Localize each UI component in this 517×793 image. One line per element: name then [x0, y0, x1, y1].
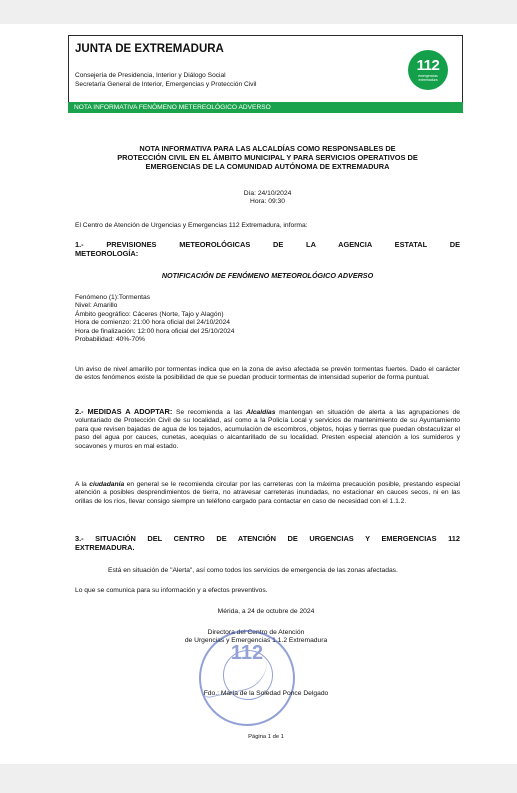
page-footer: Página 1 de 1 [248, 734, 284, 740]
header-box [68, 35, 463, 112]
title-line-2: PROTECCIÓN CIVIL EN EL ÁMBITO MUNICIPAL Y PARA SERVICIOS OPERATIVOS DE [117, 153, 418, 162]
section-2-text-a: Se recomienda a las [172, 409, 247, 416]
detail-area: Ámbito geográfico: Cáceres (Norte, Tajo y Alagón) [75, 310, 224, 318]
title-line-1: NOTA INFORMATIVA PARA LAS ALCALDÍAS COMO RESPONSABLES DE [139, 144, 396, 153]
closing-line: Lo que se comunica para su información y a efectos preventivos. [75, 587, 268, 594]
place-date: Mérida, a 24 de octubre de 2024 [217, 608, 315, 615]
detail-phenomenon: Fenómeno (1):Tormentas [75, 294, 151, 301]
detail-start: Hora de comienzo: 21:00 hora oficial del 24/10/2024 [75, 319, 231, 327]
section-3-text: Está en situación de "Alerta", así como todos los servicios de emergencia de las zonas afectadas. [108, 567, 398, 574]
logo-sub-1: emergencias [418, 74, 438, 78]
section-3-heading-line-1: 3.- SITUACIÓN DEL CENTRO DE ATENCIÓN DE URGENCIAS Y EMERGENCIAS 112 [75, 534, 460, 543]
document-title [75, 144, 460, 171]
detail-probability: Probabilidad: 40%-70% [75, 336, 145, 344]
emergencias-112-logo [408, 50, 448, 90]
section-3-heading [75, 534, 460, 552]
detail-end: Hora de finalización: 12:00 hora oficial del 25/10/2024 [75, 327, 235, 335]
section-2-heading: 2.- MEDIDAS A ADOPTAR: [75, 407, 173, 416]
section-1-heading-line-1: 1.- PREVISIONES METEOROLÓGICAS DE LA AGENCIA ESTATAL DE [75, 240, 460, 249]
signer-title-line-2: de Urgencias y Emergencias 1.1.2 Extremadura [184, 637, 328, 645]
citizen-text-a: A la [75, 481, 90, 488]
section-2-text-b: mantengan en situación de alerta a las agrupaciones de voluntariado de Protección Civil de su localidad, así como a la Policía Local y servicios de mantenimiento de su Ayuntamiento para que revisen bajadas de agua de los tejados, acumulación de escombros, objetos, hojas y tierras que puedan obstaculizar el paso del agua por cauces, cunetas, acequias o alcantarillado de su localidad. Presten especial atención a los sumideros y socavones y muros en mal estado. [75, 409, 460, 450]
phenomenon-details [75, 294, 460, 344]
section-1-heading [75, 240, 460, 258]
citizen-text-b: en general se le recomienda circular por las carreteras con la máxima precaución posible, prestando especial atención a posibles desprendimientos de tierra, no atravesar carreteras inundadas, no estacionar en cauces secos, ni en las orillas de los ríos, llevar consigo siempre un teléfono cargado para contactar en caso de necesidad con el 1.1.2. [75, 481, 461, 505]
header-band: NOTA INFORMATIVA FENÓMENO METEREOLÓGICO ADVERSO [68, 102, 463, 113]
citizen-paragraph [75, 481, 460, 506]
logo-sub-2: extremadura [418, 78, 438, 82]
ciudadania-emphasis: ciudadanía [89, 481, 125, 488]
section-3-heading-line-2: EXTREMADURA. [75, 543, 135, 552]
intro: El Centro de Atención de Urgencias y Emergencias 112 Extremadura, informa: [75, 222, 308, 229]
warning-paragraph: Un aviso de nivel amarillo por tormentas indica que en la zona de aviso afectada se prevén tormentas fuertes. Dado el carácter de estos fenómenos existe la posibilidad de que se puedan producir tormentas de intensidad superior de forma puntual. [75, 366, 460, 382]
seal-number: 112 [230, 642, 264, 664]
date-time [75, 190, 460, 207]
dept-line-1: Consejería de Presidencia, Interior y Diálogo Social [75, 72, 226, 79]
section-1-heading-line-2: METEOROLOGÍA: [75, 249, 139, 258]
title-line-3: EMERGENCIAS DE LA COMUNIDAD AUTÓNOMA DE EXTREMADURA [145, 162, 390, 171]
section-2-paragraph [75, 407, 460, 451]
time: Hora: 09:30 [250, 198, 285, 206]
dept-line-2: Secretaría General de Interior, Emergencias y Protección Civil [75, 81, 257, 88]
detail-level: Nivel: Amarillo [75, 302, 118, 310]
signer-title-line-1: Directora del Centro de Atención [207, 629, 305, 636]
signature-line: Fdo.: María de la Soledad Ponce Delgado [203, 690, 329, 697]
logo-number: 112 [416, 57, 440, 74]
notification-title: NOTIFICACIÓN DE FENÓMENO METEOROLÓGICO ADVERSO [161, 271, 374, 280]
logo-subtitle [408, 74, 448, 82]
alcaldias-emphasis: Alcaldías [246, 409, 276, 416]
org-name: JUNTA DE EXTREMADURA [75, 43, 224, 55]
date: Día: 24/10/2024 [243, 190, 292, 197]
